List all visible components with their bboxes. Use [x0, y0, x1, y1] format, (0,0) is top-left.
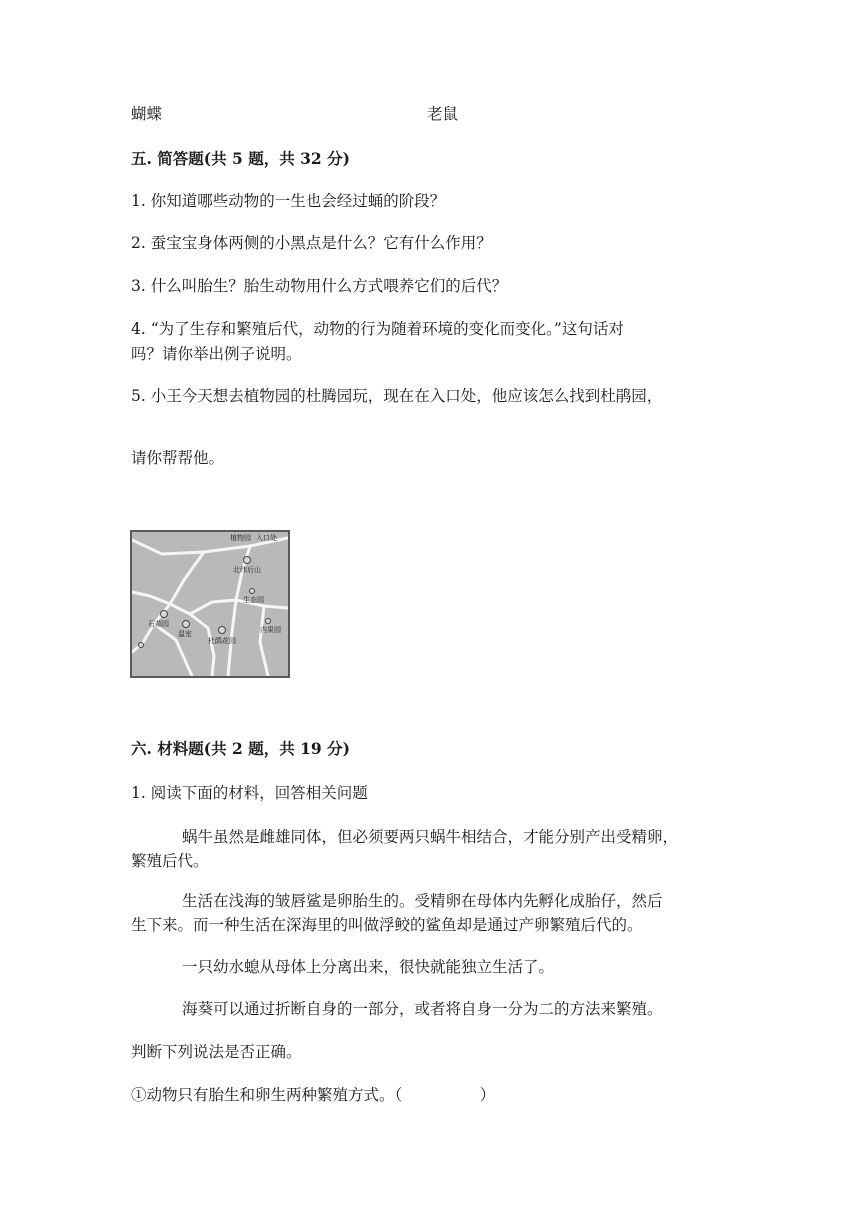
material-paragraph-2-line2: 生下来。而一种生活在深海里的叫做浮鲛的鲨鱼却是通过产卵繁殖后代的。 — [131, 916, 643, 934]
label-butterfly: 蝴蝶 — [131, 105, 163, 123]
map-title: 植物园 — [230, 534, 251, 542]
location-marker-icon — [243, 556, 251, 564]
section5-q1: 1. 你知道哪些动物的一生也会经过蛹的阶段？ — [131, 192, 446, 210]
map-roads — [132, 532, 288, 676]
section5-q4-line2: 吗？请你举出例子说明。 — [131, 345, 302, 363]
map-label-mid-right: 生态园 — [243, 596, 264, 604]
map-entrance-label: 入口处 — [256, 534, 277, 542]
location-marker-icon — [138, 642, 144, 648]
material-paragraph-1-line1: 蜗牛虽然是雌雄同体，但必须要两只蜗牛相结合，才能分别产出受精卵， — [182, 828, 679, 846]
section6-title: 六. 材料题(共 2 题，共 19 分) — [131, 739, 350, 758]
section5-q4-line1: 4. “为了生存和繁殖后代，动物的行为随着环境的变化而变化。”这句话对 — [131, 320, 624, 338]
location-marker-icon — [218, 626, 226, 634]
judge-item-1: ①动物只有胎生和卵生两种繁殖方式。（ ） — [131, 1086, 496, 1104]
section5-q2: 2. 蚕宝宝身体两侧的小黑点是什么？它有什么作用？ — [131, 234, 492, 252]
material-paragraph-2-line1: 生活在浅海的皱唇鲨是卵胎生的。受精卵在母体内先孵化成胎仔，然后 — [182, 892, 663, 910]
judge-instruction: 判断下列说法是否正确。 — [131, 1043, 302, 1061]
material-paragraph-3: 一只幼水螅从母体上分离出来，很快就能独立生活了。 — [182, 958, 555, 976]
section5-q5-line2: 请你帮帮他。 — [131, 449, 225, 467]
location-marker-icon — [265, 618, 271, 624]
map-label-top-garden: 北纬后山 — [233, 566, 261, 574]
location-marker-icon — [160, 610, 168, 618]
map-label-bottom-center: 杜鹃花园 — [208, 637, 236, 645]
section5-q5-line1: 5. 小王今天想去植物园的杜腾园玩，现在在入口处，他应该怎么找到杜鹃园， — [131, 387, 663, 405]
map-label-left-garden: 石蒜园 — [148, 620, 169, 628]
location-marker-icon — [182, 620, 190, 628]
section5-q3: 3. 什么叫胎生？胎生动物用什么方式喂养它们的后代？ — [131, 277, 508, 295]
section6-q1-title: 1. 阅读下面的材料，回答相关问题 — [131, 784, 368, 802]
label-mouse: 老鼠 — [427, 105, 459, 123]
material-paragraph-1-line2: 繁殖后代。 — [131, 852, 209, 870]
map-label-left-mid: 温室 — [178, 630, 192, 638]
section5-title: 五. 简答题(共 5 题，共 32 分) — [131, 149, 350, 168]
location-marker-icon — [249, 588, 255, 594]
map-label-right-garden: 内果园 — [260, 626, 281, 634]
material-paragraph-4: 海葵可以通过折断自身的一部分，或者将自身一分为二的方法来繁殖。 — [182, 1000, 663, 1018]
botanical-garden-map — [130, 530, 290, 678]
